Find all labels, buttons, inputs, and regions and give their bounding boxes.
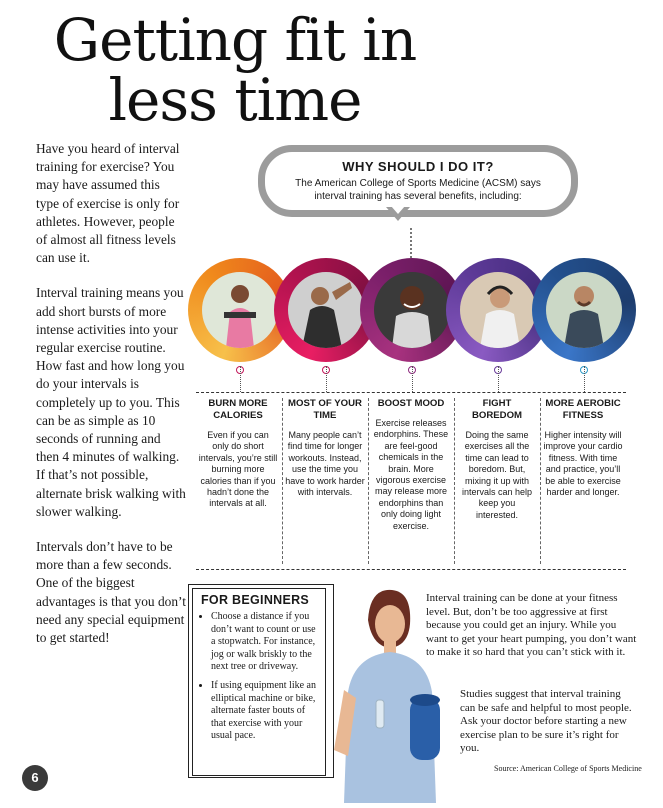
right-paragraph-1: Interval training can be done at your fitness level. But, don’t be too aggressive at first because you could get an injury. While you want to get your heart pumping, you don’t want to make it so hard that you can’t stick with it. (426, 592, 637, 658)
intro-text (36, 140, 186, 664)
intro-paragraph: Intervals don’t have to be more than a few seconds. One of the biggest advantages is that you don’t need any special equipment to get started! (36, 539, 186, 646)
beginners-heading: FOR BEGINNERS (201, 593, 310, 607)
benefit-divider (454, 398, 455, 564)
page-number: 6 (22, 765, 48, 791)
right-paragraph-2: Studies suggest that interval training can be safe and helpful to most people. Ask your doctor before starting a new exercise plan to be sure it’s right for you. (460, 688, 632, 754)
benefit-text: Many people can’t find time for longer workouts. Instead, use the time you have to work harder with intervals. (285, 430, 365, 498)
benefit-title: BOOST MOOD (377, 398, 445, 409)
woman-headphones-photo (460, 272, 536, 348)
intro-paragraph: Interval training means you add short bursts of more intense activities into your regular exercise routine. How fast and how long you do your intervals is completely up to you. This can be as simple as 10 seconds of running and then 4 minutes of walking. If that’s not possible, alternate brisk walking with slower walking. (36, 285, 186, 519)
man-cycling-photo (374, 272, 450, 348)
title-line-1: Getting fit in (53, 6, 417, 74)
benefit-text: Higher intensity will improve your cardio fitness. With time and practice, you’ll be able to exercise harder and longer. (543, 430, 623, 498)
benefit-title: MOST OF YOUR TIME (288, 398, 362, 421)
benefit-time (285, 398, 365, 498)
list-item: • If using equipment like an elliptical machine or bike, alternate faster bouts of that exercise with your usual pace. (211, 680, 321, 743)
benefit-text: Doing the same exercises all the time can lead to boredom. But, mixing it up with intervals can help keep you interested. (461, 430, 533, 520)
benefit-divider (282, 398, 283, 564)
man-stretching-photo (288, 272, 364, 348)
beginners-box (192, 588, 326, 776)
woman-jogging-photo (202, 272, 278, 348)
benefit-text: Even if you can only do short intervals, you’re still burning more calories than if you hadn’t done the intervals at all. (198, 430, 278, 509)
connector-stem (498, 366, 499, 392)
benefit-title: FIGHT BOREDOM (471, 398, 523, 421)
benefit-boredom (457, 398, 537, 521)
benefit-title: MORE AEROBIC FITNESS (545, 398, 621, 421)
intro-paragraph: Have you heard of interval training for exercise? You may have assumed this type of exercise is only for athletes. However, people of almost all fitness levels can use it. (36, 141, 180, 266)
beginners-list (193, 611, 325, 743)
man-running-photo (546, 272, 622, 348)
why-bubble (258, 145, 578, 217)
why-heading: WHY SHOULD I DO IT? (342, 159, 494, 174)
connector-dots (410, 228, 412, 258)
benefit-aerobic (543, 398, 623, 498)
benefit-mood (371, 398, 451, 532)
connector-stem (584, 366, 585, 392)
connector-stem (240, 366, 241, 392)
page-title (0, 6, 470, 134)
source-credit: Source: American College of Sports Medicine (494, 764, 642, 773)
benefit-divider (540, 398, 541, 564)
benefit-calories (198, 398, 278, 510)
list-item: • Choose a distance if you don’t want to count or use a stopwatch. For instance, jog or walk briskly to the next tree or driveway. (211, 611, 321, 674)
connector-stem (326, 366, 327, 392)
connector-stem (412, 366, 413, 392)
benefit-text: Exercise releases endorphins. These are feel-good chemicals in the brain. More vigorous exercise may release more endorphins than only doing light exercise. (373, 418, 449, 531)
why-text: The American College of Sports Medicine (ACSM) says interval training has several benefits, including: (295, 178, 541, 202)
title-line-2: less time (108, 66, 362, 134)
benefit-divider (368, 398, 369, 564)
benefit-title: BURN MORE CALORIES (208, 398, 268, 421)
woman-with-mat-photo (330, 580, 440, 803)
benefit-circle-aerobic (532, 258, 636, 362)
bubble-tail-inner (391, 206, 405, 214)
